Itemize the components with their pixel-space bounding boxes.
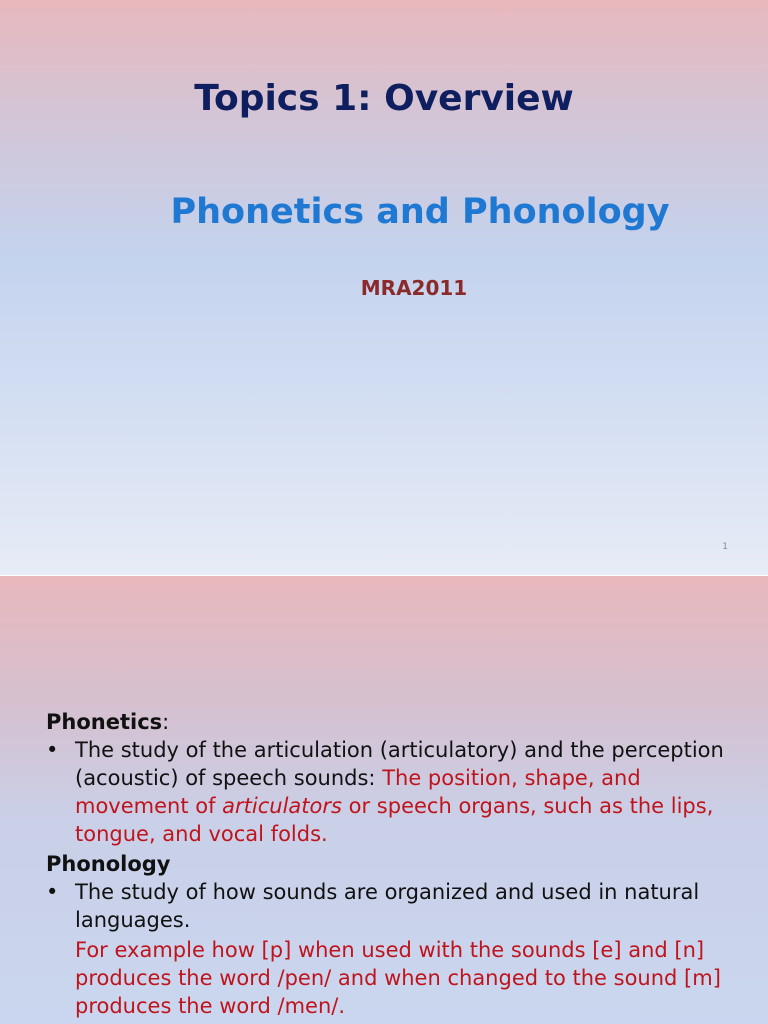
phonetics-heading (46, 708, 746, 736)
slide-body (46, 708, 746, 1020)
phonetics-highlight-italic: articulators (222, 794, 342, 818)
bullet-marker: • (46, 880, 59, 904)
course-code: MRA2011 (360, 276, 468, 300)
content-slide (0, 576, 768, 1024)
slide-page-number: 1 (722, 542, 728, 552)
phonetics-heading-colon: : (162, 710, 170, 734)
phonetics-heading-label: Phonetics (46, 710, 163, 734)
phonology-bullet (46, 878, 746, 934)
bullet-marker: • (46, 738, 59, 762)
phonetics-highlight-1: The position, shape, and movement of (75, 766, 641, 818)
phonology-heading: Phonology (46, 852, 171, 876)
slide-title: Topics 1: Overview (194, 78, 574, 119)
phonetics-bullet (46, 736, 746, 848)
phonology-bullet-text: The study of how sounds are organized and used in natural languages. (75, 880, 700, 932)
slide-subtitle: Phonetics and Phonology (170, 192, 670, 232)
phonetics-bullet-text: The study of the articulation (articulatory) and the perception (acoustic) of speech sounds: (75, 738, 724, 790)
phonology-example: For example how [p] when used with the sounds [e] and [n] produces the word /pen/ and when changed to the sound [m] produces the word /men/. (75, 938, 721, 1018)
phonetics-highlight-2: or speech organs, such as the lips, tongue, and vocal folds. (75, 794, 714, 846)
